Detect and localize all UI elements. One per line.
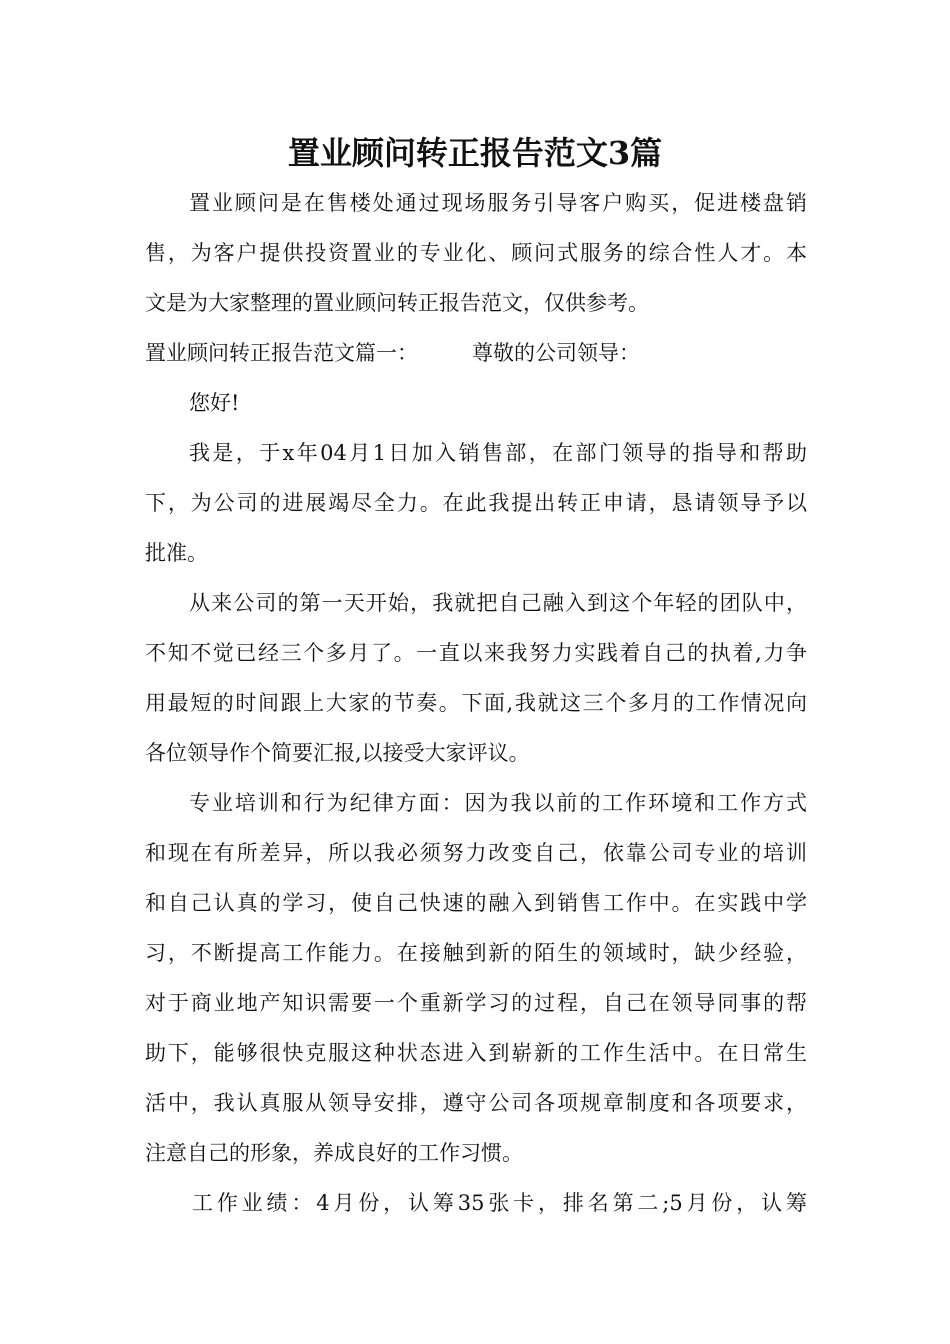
paragraph-line: 对于商业地产知识需要一个重新学习的过程，自己在领导同事的帮 [145,991,807,1015]
paragraph-line: 各位领导作个简要汇报,以接受大家评议。 [145,741,530,765]
paragraph-line: 活中，我认真服从领导安排，遵守公司各项规章制度和各项要求， [145,1091,807,1115]
paragraph-line: 不知不觉已经三个多月了。一直以来我努力实践着自己的执着,力争 [145,641,807,665]
paragraph-line: 文是为大家整理的置业顾问转正报告范文，仅供参考。 [145,291,649,315]
paragraph-line: 售，为客户提供投资置业的专业化、顾问式服务的综合性人才。本 [145,241,807,265]
paragraph-line: 助下，能够很快克服这种状态进入到崭新的工作生活中。在日常生 [145,1041,807,1065]
paragraph-line: 我是，于x年04月1日加入销售部，在部门领导的指导和帮助 [189,441,807,465]
salutation: 尊敬的公司领导： [472,341,640,365]
paragraph-line: 从来公司的第一天开始，我就把自己融入到这个年轻的团队中， [189,591,807,615]
document-body [145,178,807,1228]
paragraph-line: 专业培训和行为纪律方面：因为我以前的工作环境和工作方式 [189,791,807,815]
paragraph-line: 用最短的时间跟上大家的节奏。下面,我就这三个多月的工作情况向 [145,691,807,715]
section-heading: 置业顾问转正报告范文篇一： [145,341,418,365]
document-title: 置业顾问转正报告范文3篇 [287,134,663,172]
paragraph-line: 批准。 [145,541,208,565]
paragraph-line: 工作业绩：4月份，认筹35张卡，排名第二;5月份，认筹 [192,1191,807,1215]
paragraph-line: 置业顾问是在售楼处通过现场服务引导客户购买，促进楼盘销 [189,191,807,215]
paragraph-line: 下，为公司的进展竭尽全力。在此我提出转正申请，恳请领导予以 [145,491,807,515]
section-heading-line [145,328,807,378]
greeting: 您好! [189,391,240,415]
paragraph-line: 和现在有所差异，所以我必须努力改变自己，依靠公司专业的培训 [145,841,807,865]
paragraph-line: 习，不断提高工作能力。在接触到新的陌生的领域时，缺少经验， [145,941,807,965]
paragraph-line: 和自己认真的学习，使自己快速的融入到销售工作中。在实践中学 [145,891,807,915]
paragraph-line: 注意自己的形象，养成良好的工作习惯。 [145,1141,523,1165]
